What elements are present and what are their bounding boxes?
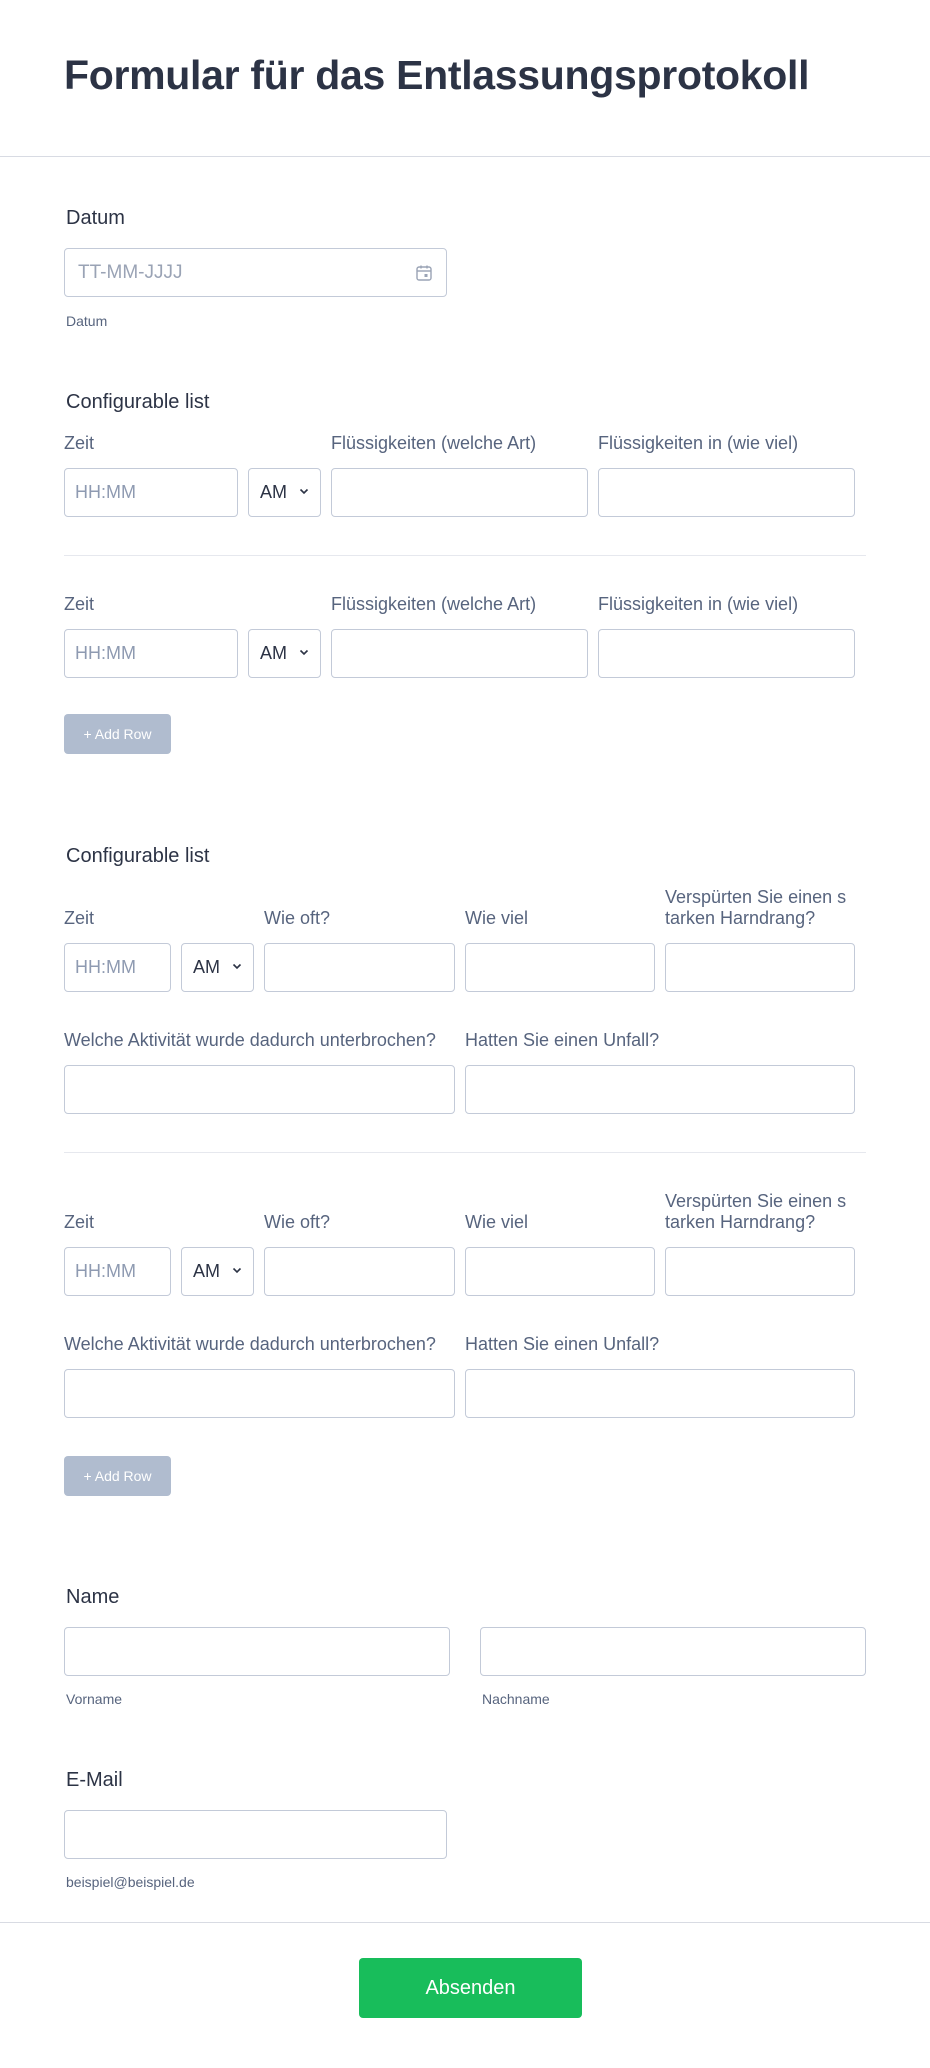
list2-col-time: Zeit <box>64 1212 95 1232</box>
ampm-value: AM <box>260 482 287 502</box>
chevron-down-icon <box>232 961 242 971</box>
list1-add-row-button[interactable]: + Add Row <box>64 714 171 754</box>
email-label: E-Mail <box>66 1769 123 1791</box>
calendar-icon[interactable] <box>415 264 433 282</box>
ampm-value: AM <box>260 643 287 663</box>
date-placeholder: TT-MM-JJJJ <box>78 261 183 283</box>
chevron-down-icon <box>232 1265 242 1275</box>
list1-ampm-select[interactable] <box>248 468 321 517</box>
list1-time-input[interactable] <box>64 468 238 517</box>
time-placeholder: HH:MM <box>75 482 136 502</box>
chevron-down-icon <box>299 486 309 496</box>
list2-frequency-input[interactable] <box>264 1247 455 1296</box>
ampm-value: AM <box>193 957 220 977</box>
list2-frequency-input[interactable] <box>264 943 455 992</box>
list2-col-amount: Wie viel <box>465 1212 529 1232</box>
list2-ampm-select[interactable] <box>181 943 254 992</box>
header-divider <box>0 156 930 157</box>
list2-col-frequency: Wie oft? <box>264 1212 331 1232</box>
email-input[interactable] <box>64 1810 447 1859</box>
list1-col-fluid-type: Flüssigkeiten (welche Art) <box>331 594 537 614</box>
chevron-down-icon <box>299 647 309 657</box>
list2-accident-input[interactable] <box>465 1065 855 1114</box>
time-placeholder: HH:MM <box>75 643 136 663</box>
page-title: Formular für das Entlassungsprotokoll <box>64 52 810 98</box>
list2-col-amount: Wie viel <box>465 908 529 928</box>
urge-line-1: Verspürten Sie einen s <box>665 887 847 907</box>
list2-amount-input[interactable] <box>465 943 655 992</box>
list1-col-time: Zeit <box>64 594 95 614</box>
row-divider <box>64 1152 866 1153</box>
urge-line-2: tarken Harndrang? <box>665 908 816 928</box>
list1-fluid-amount-input[interactable] <box>598 629 855 678</box>
list2-col-urge <box>665 887 846 929</box>
list1-fluid-type-input[interactable] <box>331 629 588 678</box>
email-sublabel: beispiel@beispiel.de <box>66 1874 195 1890</box>
list2-col-accident: Hatten Sie einen Unfall? <box>465 1030 660 1050</box>
list2-col-frequency: Wie oft? <box>264 908 331 928</box>
list2-col-urge <box>665 1191 846 1233</box>
urge-line-2: tarken Harndrang? <box>665 1212 816 1232</box>
list2-ampm-select[interactable] <box>181 1247 254 1296</box>
list1-col-fluid-amount: Flüssigkeiten in (wie viel) <box>598 433 799 453</box>
time-placeholder: HH:MM <box>75 1261 136 1281</box>
list2-accident-input[interactable] <box>465 1369 855 1418</box>
list1-col-fluid-amount: Flüssigkeiten in (wie viel) <box>598 594 799 614</box>
date-label: Datum <box>66 207 125 229</box>
list2-amount-input[interactable] <box>465 1247 655 1296</box>
first-name-input[interactable] <box>64 1627 450 1676</box>
list1-fluid-amount-input[interactable] <box>598 468 855 517</box>
list2-time-input[interactable] <box>64 943 171 992</box>
list2-col-time: Zeit <box>64 908 95 928</box>
list1-ampm-select[interactable] <box>248 629 321 678</box>
list2-add-row-button[interactable]: + Add Row <box>64 1456 171 1496</box>
first-name-sublabel: Vorname <box>66 1691 123 1707</box>
list2-col-activity: Welche Aktivität wurde dadurch unterbrochen? <box>64 1030 436 1050</box>
urge-line-1: Verspürten Sie einen s <box>665 1191 847 1211</box>
name-label: Name <box>66 1586 120 1608</box>
last-name-sublabel: Nachname <box>482 1691 550 1707</box>
list1-fluid-type-input[interactable] <box>331 468 588 517</box>
ampm-value: AM <box>193 1261 220 1281</box>
list2-activity-input[interactable] <box>64 1065 455 1114</box>
list2-activity-input[interactable] <box>64 1369 455 1418</box>
list1-col-time: Zeit <box>64 433 95 453</box>
list2-urge-input[interactable] <box>665 943 855 992</box>
list2-col-activity: Welche Aktivität wurde dadurch unterbrochen? <box>64 1334 436 1354</box>
submit-button[interactable]: Absenden <box>359 1958 582 2018</box>
list1-time-input[interactable] <box>64 629 238 678</box>
list2-time-input[interactable] <box>64 1247 171 1296</box>
date-sublabel: Datum <box>66 313 108 329</box>
row-divider <box>64 555 866 556</box>
date-input[interactable] <box>64 248 447 297</box>
list1-label: Configurable list <box>66 391 210 413</box>
list2-col-accident: Hatten Sie einen Unfall? <box>465 1334 660 1354</box>
list2-urge-input[interactable] <box>665 1247 855 1296</box>
list2-label: Configurable list <box>66 845 210 867</box>
last-name-input[interactable] <box>480 1627 866 1676</box>
list1-col-fluid-type: Flüssigkeiten (welche Art) <box>331 433 537 453</box>
time-placeholder: HH:MM <box>75 957 136 977</box>
footer-divider <box>0 1922 930 1923</box>
